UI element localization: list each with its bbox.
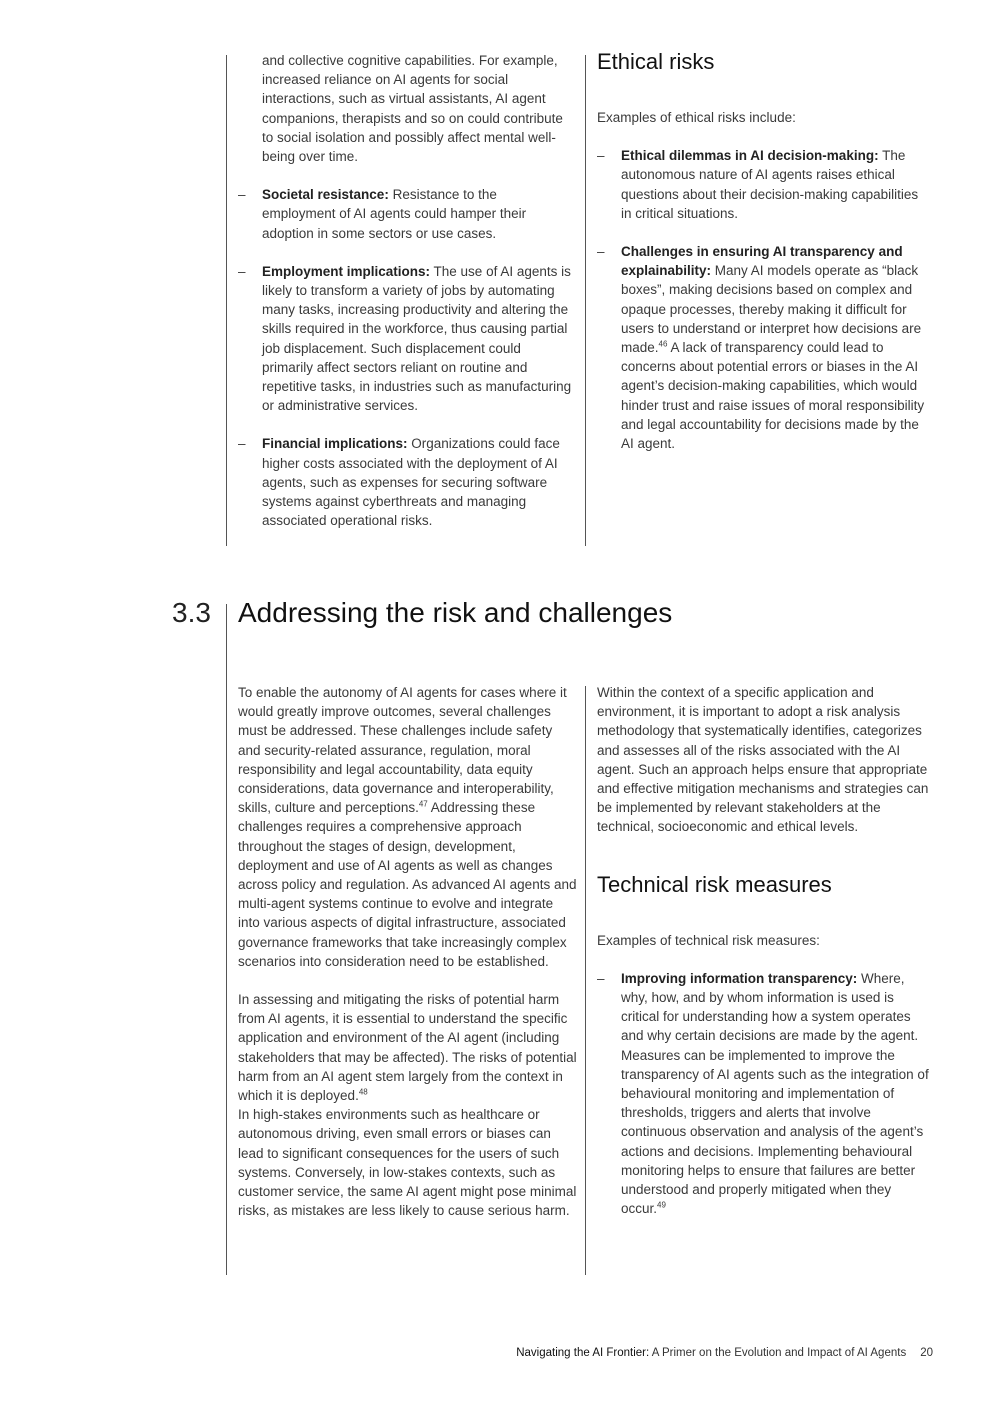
column-rule-top-left — [226, 55, 227, 546]
list-item-financial-implications — [238, 434, 574, 530]
paragraph-text: To enable the autonomy of AI agents for cases where it would greatly improve outcomes, several challenges must be addressed. These challenges include safety and security-related assurance, regulation, moral responsibility and legal accountability, data equity considerations, data governance and interoperability, skills, culture and perceptions. — [238, 685, 567, 816]
column-rule-top-mid — [585, 55, 586, 546]
technical-intro: Examples of technical risk measures: — [597, 932, 820, 948]
page-footer — [516, 1347, 933, 1359]
footnote-ref: 46 — [658, 339, 668, 349]
item-term: Employment implications: — [262, 263, 431, 279]
section-rule — [226, 604, 227, 1275]
footer-title-rest: A Primer on the Evolution and Impact of AI Agents — [649, 1347, 907, 1359]
item-term: Improving information transparency: — [621, 970, 858, 986]
paragraph-text: Addressing these challenges requires a comprehensive approach throughout the stages of design, development, deployment and use of AI agents as well as changes across policy and regulation. As advanced AI agents and multi-agent systems continue to evolve and integrate into various aspects of digital infrastructure, associated governance frameworks that take increasingly complex scenarios into consideration need to be established. — [238, 800, 577, 969]
footnote-ref: 49 — [657, 1200, 666, 1210]
continued-paragraph: and collective cognitive capabilities. For example, increased reliance on AI agents for social interactions, such as virtual assistants, AI agent companions, therapists and so on could contribute to social isolation and possibly affect mental well-being over time. — [262, 53, 563, 165]
item-term: Challenges in ensuring AI transparency and explainability: — [621, 244, 903, 279]
ethical-risks-heading: Ethical risks — [597, 49, 715, 74]
bottom-right-column — [597, 683, 929, 1218]
footer-title-bold: Navigating the AI Frontier: — [516, 1347, 650, 1359]
column-rule-bottom-mid — [585, 686, 586, 1275]
item-term: Ethical dilemmas in AI decision-making: — [621, 148, 879, 164]
paragraph-challenges — [238, 683, 578, 971]
top-left-column — [238, 51, 574, 530]
dash-bullet: – — [238, 187, 246, 203]
item-text: The use of AI agents is likely to transform a variety of jobs by automating many tasks, increasing productivity and altering the skills required in the workforce, thus causing partial job displacement. Such displacement could primarily affect sectors reliant on routine and repetitive tasks, in industries such as manufacturing or administrative services. — [262, 263, 572, 414]
top-right-column — [597, 49, 927, 472]
item-text: Resistance to the employment of AI agents could hamper their adoption in some sectors or use cases. — [262, 187, 527, 241]
item-term: Financial implications: — [262, 436, 408, 452]
dash-bullet: – — [238, 436, 246, 452]
paragraph-text: In assessing and mitigating the risks of potential harm from AI agents, it is essential to understand the specific application and environment of the AI agent (including stakeholders that may be affected). The risks of potential harm from an AI agent stem largely from the context in which it is deployed. — [238, 992, 577, 1104]
dash-bullet: – — [597, 244, 605, 260]
paragraph-text: In high-stakes environments such as healthcare or autonomous driving, even small errors or biases can lead to significant consequences for the users of such systems. Conversely, in low-stakes contexts, such as customer service, the same AI agent might pose minimal risks, as mistakes are less likely to cause serious harm. — [238, 1107, 577, 1219]
bottom-left-column — [238, 683, 578, 1220]
ethical-intro: Examples of ethical risks include: — [597, 110, 796, 125]
item-text: Many AI models operate as “black boxes”, making decisions based on complex and opaque processes, thereby making it difficult for users to understand or interpret how decisions are made. — [621, 263, 922, 356]
section-title: Addressing the risk and challenges — [238, 597, 673, 628]
footnote-ref: 48 — [358, 1087, 368, 1097]
item-text: Where, why, how, and by whom information is used is critical for understanding how a system operates and why certain decisions are made by the agent. Measures can be implemented to improve the transparency of AI agents such as the integration of behavioural monitoring and implementation of thresholds, triggers and alerts that involve continuous observation and analysis of the agent’s actions and decisions. Implementing behavioural monitoring helps to ensure that failures are better understood and properly mitigated when they occur. — [621, 970, 929, 1217]
dash-bullet: – — [238, 263, 246, 279]
list-item-societal-resistance — [238, 185, 574, 243]
dash-bullet: – — [597, 148, 605, 164]
list-item-employment-implications — [238, 262, 574, 416]
list-item-information-transparency — [597, 969, 929, 1219]
footnote-ref: 47 — [418, 799, 428, 809]
paragraph-risk-assessment — [238, 990, 578, 1220]
item-term: Societal resistance: — [262, 187, 389, 203]
item-text: The autonomous nature of AI agents raises ethical questions about their decision-making capabilities in critical situations. — [621, 148, 919, 221]
list-item-ethical-dilemmas — [597, 146, 927, 223]
item-text: A lack of transparency could lead to concerns about potential errors or biases in the AI agent’s decision-making capabilities, which would hinder trust and raise issues of moral responsibility and legal accountability for decisions made by the AI agent. — [621, 340, 925, 452]
technical-risk-heading: Technical risk measures — [597, 871, 832, 897]
item-text: Organizations could face higher costs associated with the deployment of AI agents, such as expenses for securing software systems against cyberthreats and managing associated operational risks. — [262, 436, 560, 529]
section-number: 3.3 — [172, 597, 211, 628]
page-number: 20 — [920, 1347, 933, 1359]
dash-bullet: – — [597, 970, 605, 986]
list-item-ai-transparency — [597, 242, 927, 453]
paragraph-risk-methodology: Within the context of a specific application and environment, it is important to adopt a risk analysis methodology that systematically identifies, categorizes and assesses all of the risks associated with the AI agent. Such an approach helps ensure that appropriate and effective mitigation mechanisms and strategies can be implemented by relevant stakeholders at the technical, socioeconomic and ethical levels. — [597, 685, 929, 835]
